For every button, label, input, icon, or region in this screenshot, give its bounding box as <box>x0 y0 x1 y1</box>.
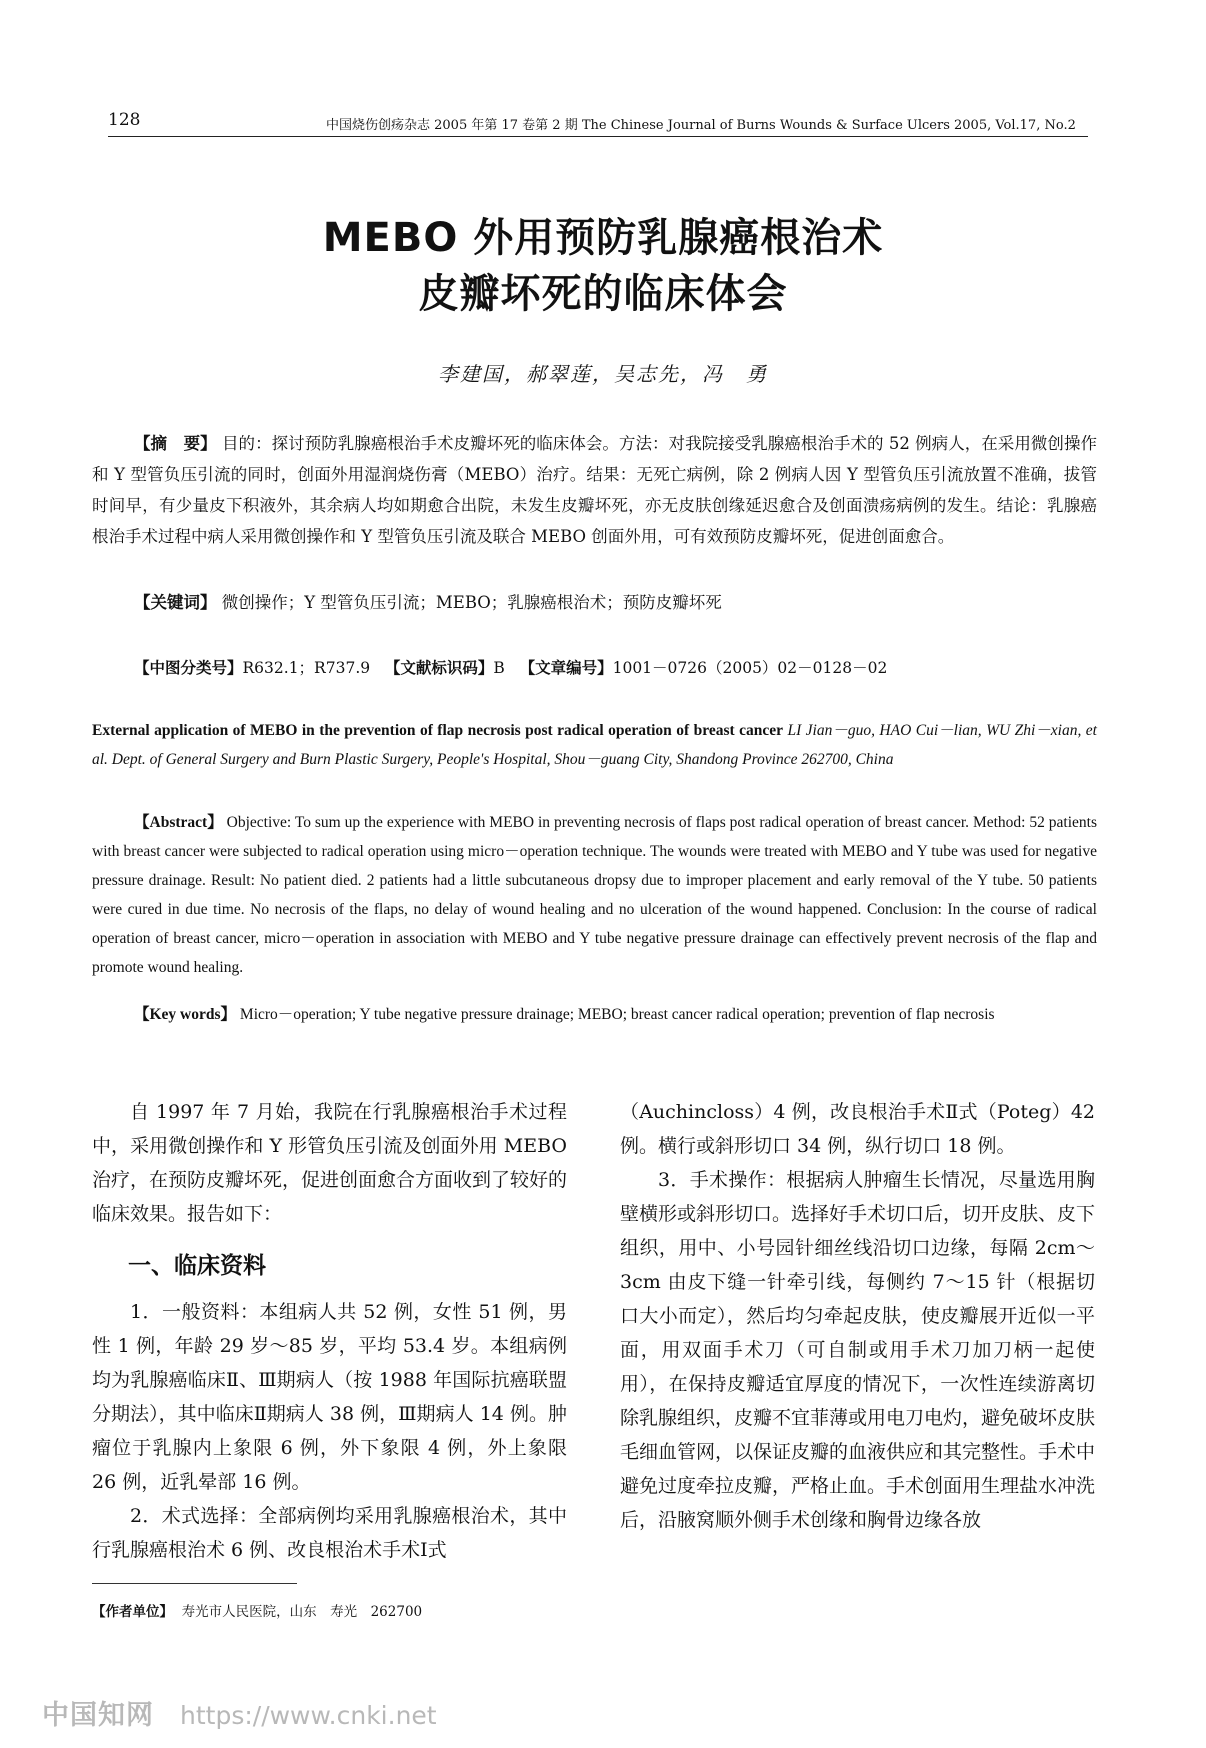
chinese-abstract <box>92 428 1097 552</box>
cnki-logo: 中国知网 <box>42 1700 154 1731</box>
intro-paragraph: 自 1997 年 7 月始，我院在行乳腺癌根治手术过程中，采用微创操作和 Y 形管负压引流及创面外用 MEBO 治疗，在预防皮瓣坏死，促进创面愈合方面收到了较好的临床效果。报告如下： <box>92 1101 568 1225</box>
paragraph-surgical-procedure: 3．手术操作：根据病人肿瘤生长情况，尽量选用胸壁横形或斜形切口。选择好手术切口后，切开皮肤、皮下组织，用中、小号园针细丝线沿切口边缘，每隔 2cm～3cm 由皮下缝一针牵引线，每侧约 7～15 针（根据切口大小而定），然后均匀牵起皮肤，使皮瓣展开近似一平面，用双面手术刀（可自制或用手术刀加刀柄一起使用），在保持皮瓣适宜厚度的情况下，一次性连续游离切除乳腺组织，皮瓣不宜菲薄或用电刀电灼，避免破坏皮肤毛细血管网，以保证皮瓣的血液供应和其完整性。手术中避免过度牵拉皮瓣，严格止血。手术创面用生理盐水冲洗后，沿腋窝顺外侧手术创缘和胸骨边缘各放 <box>620 1169 1096 1531</box>
section-heading: 一、临床资料 <box>128 1253 266 1279</box>
doc-code-value: B <box>493 659 505 677</box>
english-title-block <box>92 716 1097 774</box>
footnote-label: 【作者单位】 <box>92 1604 173 1620</box>
keywords-label: 【关键词】 <box>134 593 217 612</box>
body-column-right <box>620 1095 1095 1537</box>
header-rule <box>108 136 1088 137</box>
article-number-label: 【文章编号】 <box>519 658 613 677</box>
cnki-watermark <box>42 1693 437 1732</box>
article-title-line-1: MEBO 外用预防乳腺癌根治术 <box>322 215 884 261</box>
clc-value: R632.1；R737.9 <box>242 659 371 677</box>
english-keywords-text: Micro－operation; Y tube negative pressure drainage; MEBO; breast cancer radical operation; prevention of flap necrosis <box>239 1006 995 1023</box>
footnote-rule <box>92 1583 297 1584</box>
english-title: External application of MEBO in the prevention of flap necrosis post radical operation of breast cancer <box>92 722 783 739</box>
paragraph-surgical-method: 2．术式选择：全部病例均采用乳腺癌根治术，其中行乳腺癌根治术 6 例、改良根治术手术Ⅰ式 <box>92 1505 567 1561</box>
english-abstract-label: 【Abstract】 <box>134 814 223 831</box>
journal-running-header: 中国烧伤创疡杂志 2005 年第 17 卷第 2 期 The Chinese Journal of Burns Wounds & Surface Ulcers 2005, Vol.17, No.2 <box>326 118 1076 133</box>
doc-code-label: 【文献标识码】 <box>384 658 494 677</box>
article-number-value: 1001－0726（2005）02－0128－02 <box>612 659 888 677</box>
body-column-left <box>92 1095 567 1567</box>
clc-label: 【中图分类号】 <box>134 658 243 677</box>
page-number: 128 <box>108 110 141 130</box>
english-abstract <box>92 808 1097 982</box>
author-list: 李建国，郝翠莲，吴志先，冯 勇 <box>438 362 768 386</box>
paragraph-general-data: 1．一般资料：本组病人共 52 例，女性 51 例，男性 1 例，年龄 29 岁～85 岁，平均 53.4 岁。本组病例均为乳腺癌临床Ⅱ、Ⅲ期病人（按 1988 年国际抗癌联盟分期法），其中临床Ⅱ期病人 38 例，Ⅲ期病人 14 例。肿瘤位于乳腺内上象限 6 例，外下象限 4 例，外上象限 26 例，近乳晕部 16 例。 <box>92 1301 567 1493</box>
footnote-text: 寿光市人民医院，山东 寿光 262700 <box>181 1604 423 1620</box>
english-keywords-label: 【Key words】 <box>134 1006 237 1023</box>
keywords-text: 微创操作；Y 型管负压引流；MEBO；乳腺癌根治术；预防皮瓣坏死 <box>221 593 722 612</box>
article-title-line-2: 皮瓣坏死的临床体会 <box>418 271 788 317</box>
english-keywords <box>92 1000 1097 1029</box>
classification-line <box>134 656 887 678</box>
paragraph-surgical-method-continued: （Auchincloss）4 例，改良根治手术Ⅱ式（Poteg）42 例。横行或斜形切口 34 例，纵行切口 18 例。 <box>620 1101 1095 1157</box>
chinese-keywords <box>92 587 1097 618</box>
english-affiliation: LI Jian－guo, HAO Cui－lian, WU Zhi－xian, et al. Dept. of General Surgery and Burn Plastic Surgery, People's Hospital, Shou－guang City, Shandong Province 262700, China <box>92 722 1097 768</box>
abstract-text: 目的：探讨预防乳腺癌根治手术皮瓣坏死的临床体会。方法：对我院接受乳腺癌根治手术的 52 例病人，在采用微创操作和 Y 型管负压引流的同时，创面外用湿润烧伤膏（MEBO）治疗。结果：无死亡病例，除 2 例病人因 Y 型管负压引流放置不准确，拔管时间早，有少量皮下积液外，其余病人均如期愈合出院，未发生皮瓣坏死，亦无皮肤创缘延迟愈合及创面溃疡病例的发生。结论：乳腺癌根治手术过程中病人采用微创操作和 Y 型管负压引流及联合 MEBO 创面外用，可有效预防皮瓣坏死，促进创面愈合。 <box>92 434 1098 546</box>
abstract-label: 【摘 要】 <box>134 434 217 453</box>
author-affiliation-footnote <box>92 1600 422 1620</box>
cnki-url: https://www.cnki.net <box>180 1701 437 1730</box>
english-abstract-text: Objective: To sum up the experience with MEBO in preventing necrosis of flaps post radical operation of breast cancer. Method: 52 patients with breast cancer were subjected to radical operation using micro－operation technique. The wounds were treated with MEBO and Y tube was used for negative pressure drainage. Result: No patient died. 2 patients had a little subcutaneous dropsy due to improper placement and early removal of the Y tube. 50 patients were cured in due time. No necrosis of the flaps, no delay of wound healing and no ulceration of the wound happened. Conclusion: In the course of radical operation of breast cancer, micro－operation in association with MEBO and Y tube negative pressure drainage can effectively prevent necrosis of the flap and promote wound healing. <box>92 814 1097 976</box>
